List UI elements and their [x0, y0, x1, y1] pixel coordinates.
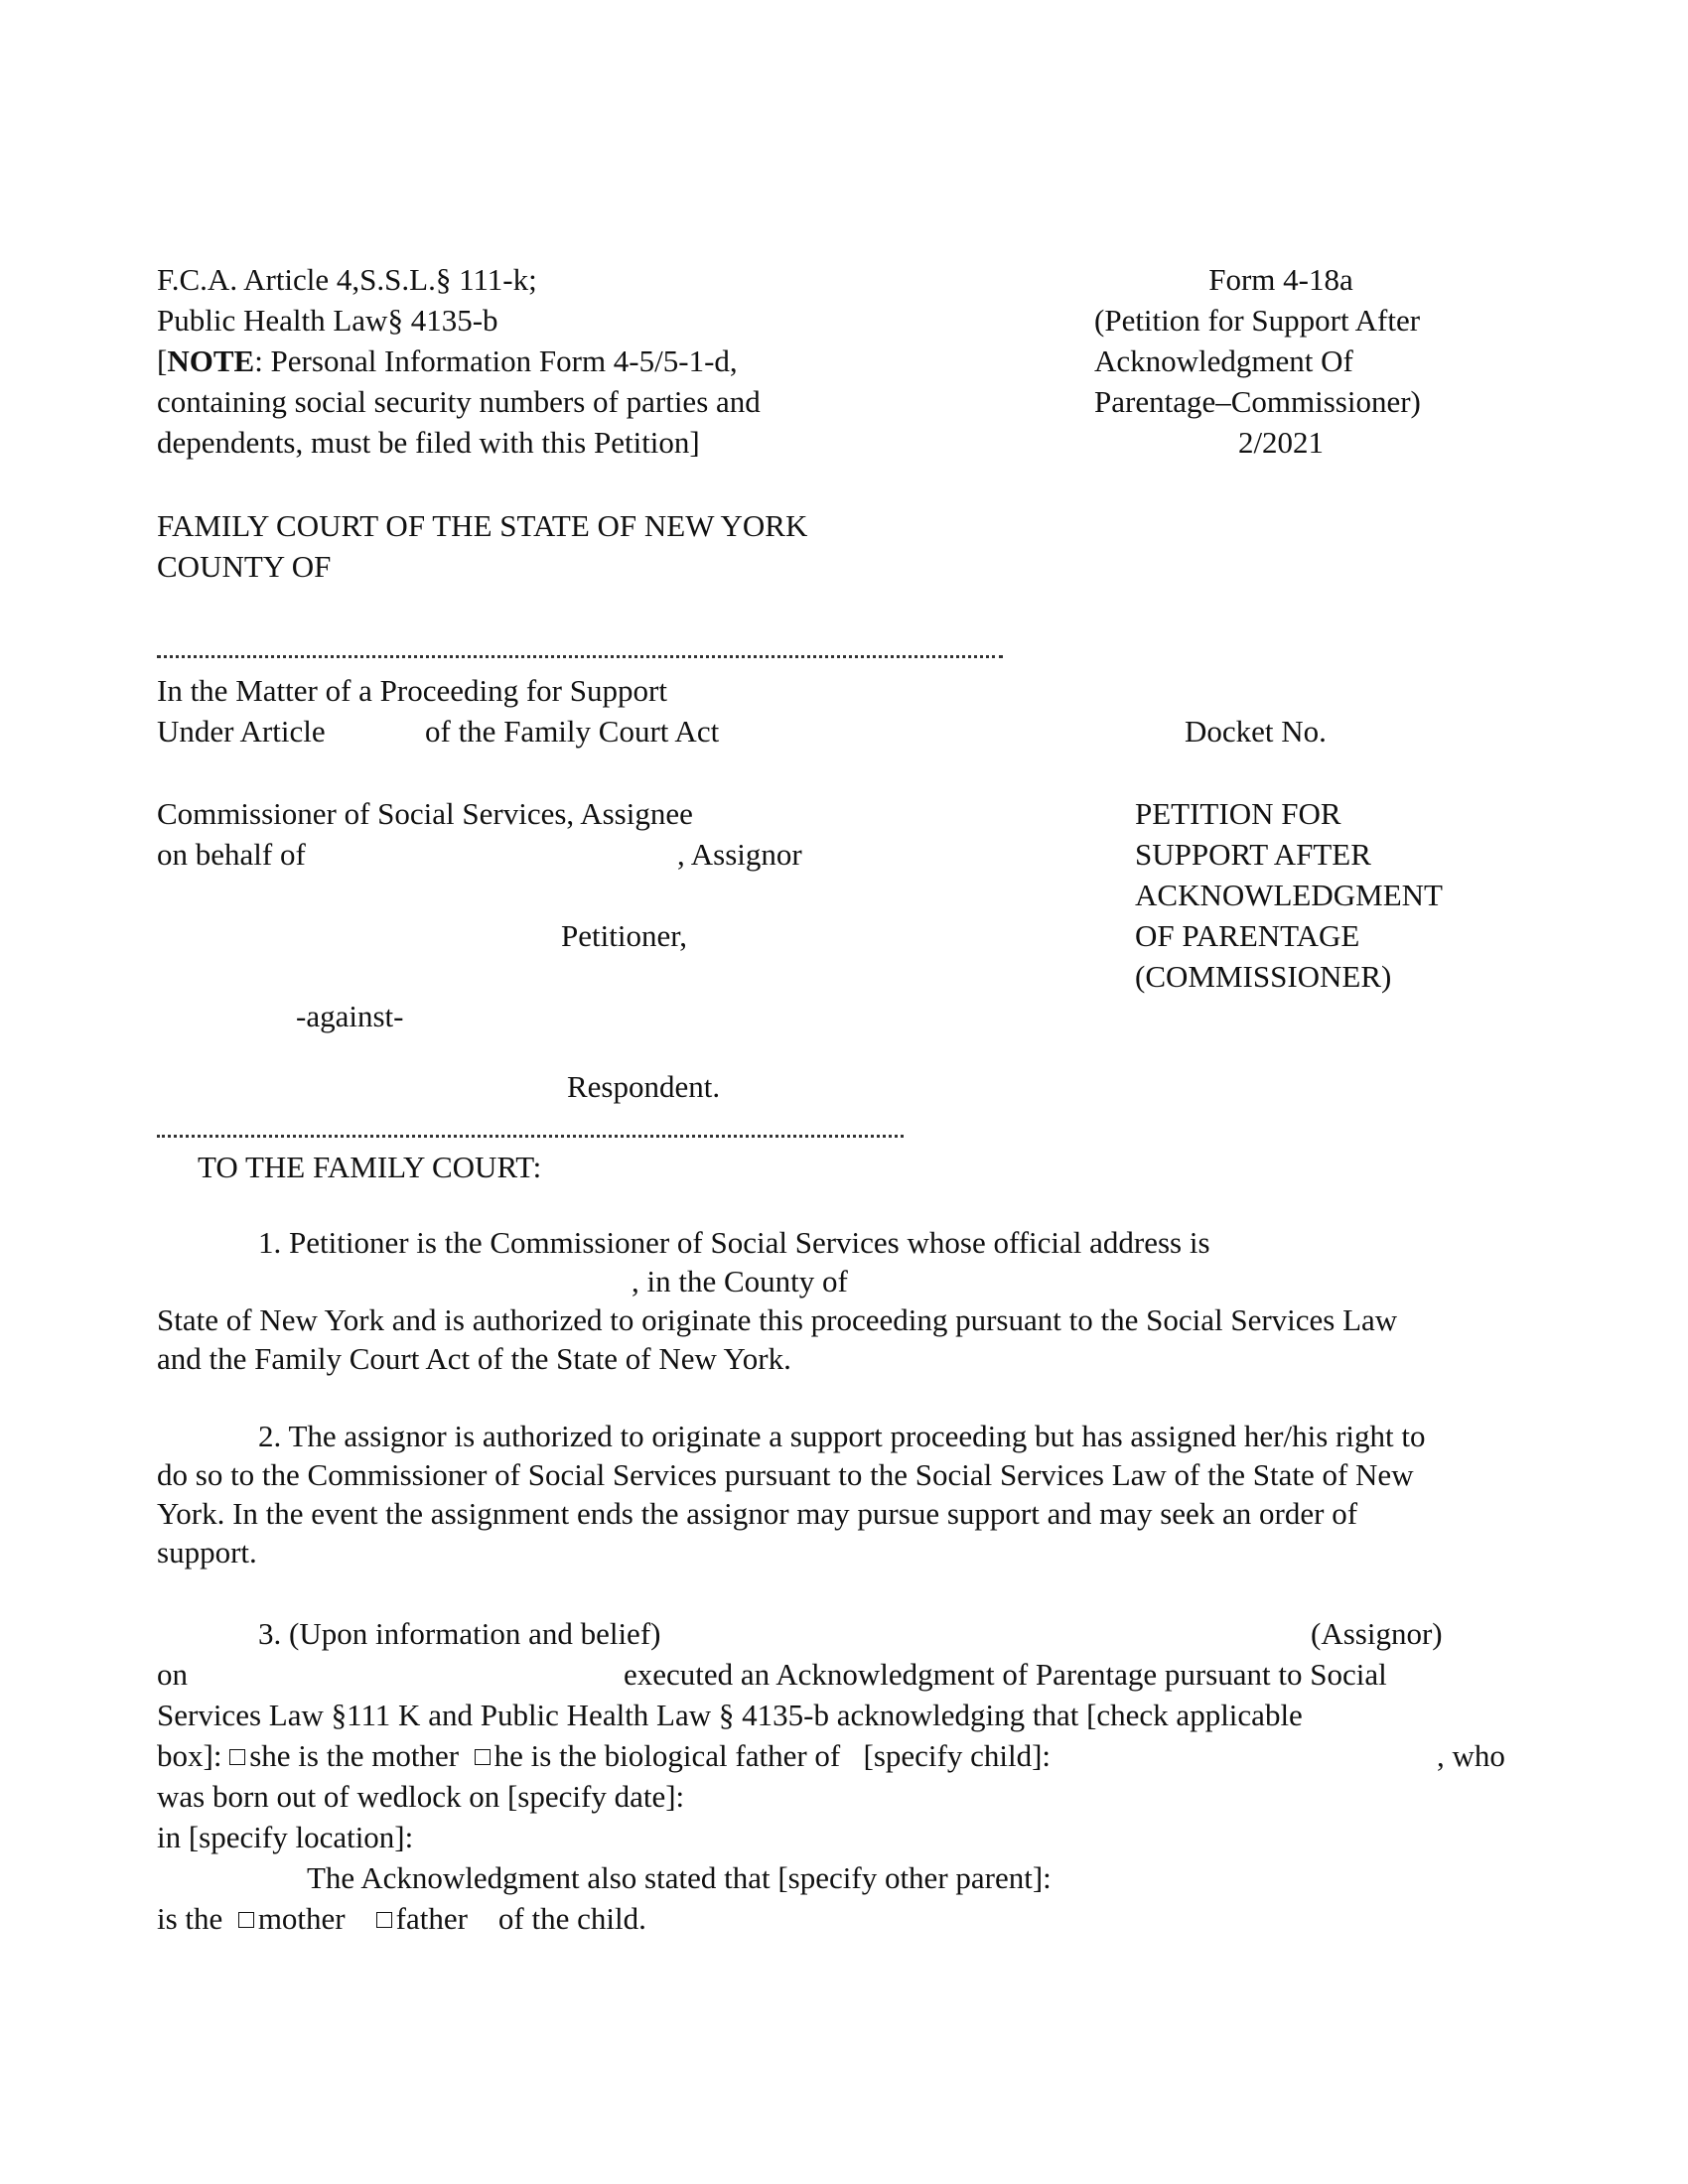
para2-line4: support.: [157, 1535, 257, 1570]
para3-line3: Services Law §111 K and Public Health Law § 4135-b acknowledging that [check applicable: [157, 1698, 1303, 1732]
para3-line5: was born out of wedlock on [specify date]:: [157, 1779, 685, 1814]
para1-line2: , in the County of: [632, 1264, 848, 1298]
statute-citation: F.C.A. Article 4,S.S.L.§ 111-k;: [157, 262, 537, 297]
para3-line4: box]: she is the mother he is the biological father of [specify child]:: [157, 1738, 1052, 1773]
petition-title-line-1: PETITION FOR: [1135, 796, 1341, 831]
on-behalf-label: on behalf of: [157, 837, 306, 872]
para3-line8: is the mother father of the child.: [157, 1901, 646, 1936]
docket-label: Docket No.: [1185, 714, 1327, 749]
caption-top-rule: [157, 655, 1003, 658]
para2-line2: do so to the Commissioner of Social Services pursuant to the Social Services Law of the State of New: [157, 1457, 1414, 1492]
form-revision-date: 2/2021: [1237, 425, 1325, 460]
petition-title-line-5: (COMMISSIONER): [1135, 959, 1392, 994]
caption-bottom-rule: [157, 1135, 904, 1138]
against-label: -against-: [296, 999, 404, 1033]
para2-line1: 2. The assignor is authorized to originate a support proceeding but has assigned her/his right to: [258, 1419, 1426, 1453]
para1-line4: and the Family Court Act of the State of New York.: [157, 1341, 791, 1376]
note-line-2: containing social security numbers of parties and: [157, 384, 761, 419]
father-checkbox[interactable]: [475, 1749, 491, 1765]
para3-line1: 3. (Upon information and belief): [258, 1616, 661, 1651]
note-line: [NOTE: Personal Information Form 4-5/5-1-d,: [157, 343, 738, 378]
form-title-line-3: Parentage–Commissioner): [1094, 384, 1421, 419]
matter-line: In the Matter of a Proceeding for Support: [157, 673, 667, 708]
para3-who: , who: [1437, 1738, 1505, 1773]
para3-on: on: [157, 1657, 188, 1692]
mother-checkbox[interactable]: [229, 1749, 245, 1765]
to-court-heading: TO THE FAMILY COURT:: [198, 1150, 542, 1184]
petition-title-line-2: SUPPORT AFTER: [1135, 837, 1371, 872]
respondent-label: Respondent.: [567, 1069, 721, 1104]
para3-assignor: (Assignor): [1311, 1616, 1443, 1651]
court-name: FAMILY COURT OF THE STATE OF NEW YORK: [157, 508, 808, 543]
form-title-line-1: (Petition for Support After: [1094, 303, 1421, 338]
form-number: Form 4-18a: [1208, 262, 1353, 297]
para1-line3: State of New York and is authorized to originate this proceeding pursuant to the Social Services Law: [157, 1302, 1398, 1337]
public-health-citation: Public Health Law§ 4135-b: [157, 303, 498, 338]
para1-line1: 1. Petitioner is the Commissioner of Social Services whose official address is: [258, 1225, 1210, 1260]
para3-line6: in [specify location]:: [157, 1820, 414, 1854]
assignor-label: , Assignor: [677, 837, 802, 872]
petition-title-line-4: OF PARENTAGE: [1135, 918, 1360, 953]
note-label: NOTE: [167, 343, 255, 378]
petition-title-line-3: ACKNOWLEDGMENT: [1135, 878, 1443, 912]
fca-label: of the Family Court Act: [425, 714, 720, 749]
note-line-3: dependents, must be filed with this Petition]: [157, 425, 700, 460]
petitioner-label: Petitioner,: [561, 918, 688, 953]
other-parent-father-checkbox[interactable]: [376, 1912, 392, 1928]
para3-executed: executed an Acknowledgment of Parentage pursuant to Social: [624, 1657, 1387, 1692]
para2-line3: York. In the event the assignment ends the assignor may pursue support and may seek an order of: [157, 1496, 1358, 1531]
under-article-label: Under Article: [157, 714, 326, 749]
county-label: COUNTY OF: [157, 549, 332, 584]
para3-line7: The Acknowledgment also stated that [specify other parent]:: [307, 1860, 1052, 1895]
form-title-line-2: Acknowledgment Of: [1094, 343, 1353, 378]
other-parent-mother-checkbox[interactable]: [238, 1912, 254, 1928]
commissioner-assignee: Commissioner of Social Services, Assignee: [157, 796, 693, 831]
